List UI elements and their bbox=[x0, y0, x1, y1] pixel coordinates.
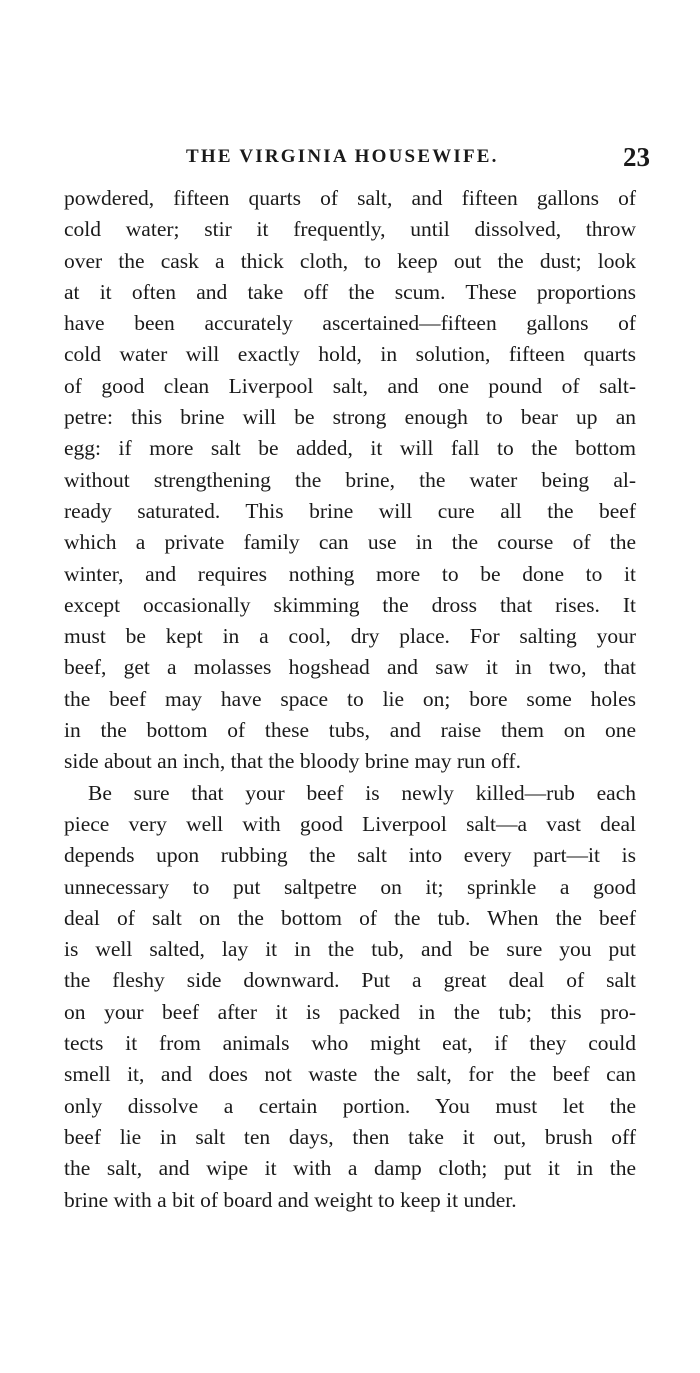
text-line: over the cask a thick cloth, to keep out the dust; look bbox=[64, 248, 636, 273]
paragraphs bbox=[64, 183, 636, 1216]
text-line: have been accurately ascertained—fifteen gallons of bbox=[64, 311, 636, 336]
text-line: beef, get a molasses hogshead and saw it in two, that bbox=[64, 655, 636, 680]
text-line: egg: if more salt be added, it will fall to the bottom bbox=[64, 436, 636, 461]
text-line: the salt, and wipe it with a damp cloth; put it in the bbox=[64, 1156, 636, 1181]
text-line: must be kept in a cool, dry place. For salting your bbox=[64, 624, 636, 649]
text-line: brine with a bit of board and weight to keep it under. bbox=[64, 1187, 517, 1212]
text-line: the beef may have space to lie on; bore some holes bbox=[64, 686, 636, 711]
text-line: at it often and take off the scum. These proportions bbox=[64, 279, 636, 304]
text-line: side about an inch, that the bloody brine may run off. bbox=[64, 749, 521, 774]
paragraph bbox=[64, 183, 636, 778]
body-text bbox=[64, 183, 636, 1216]
text-line: smell it, and does not waste the salt, for the beef can bbox=[64, 1062, 636, 1087]
text-line: tects it from animals who might eat, if they could bbox=[64, 1031, 636, 1056]
text-line: on your beef after it is packed in the tub; this pro- bbox=[64, 999, 636, 1024]
text-line: which a private family can use in the course of the bbox=[64, 530, 636, 555]
text-line: Be sure that your beef is newly killed—rub each bbox=[88, 780, 636, 805]
text-line: ready saturated. This brine will cure all the beef bbox=[64, 498, 636, 523]
text-line: unnecessary to put saltpetre on it; sprinkle a good bbox=[64, 874, 636, 899]
text-line: is well salted, lay it in the tub, and be sure you put bbox=[64, 937, 636, 962]
text-line: beef lie in salt ten days, then take it out, brush off bbox=[64, 1124, 636, 1149]
text-line: in the bottom of these tubs, and raise them on one bbox=[64, 718, 636, 743]
text-line: only dissolve a certain portion. You must let the bbox=[64, 1093, 636, 1118]
text-line: the fleshy side downward. Put a great deal of salt bbox=[64, 968, 636, 993]
text-line: depends upon rubbing the salt into every part—it is bbox=[64, 843, 636, 868]
text-line: powdered, fifteen quarts of salt, and fifteen gallons of bbox=[64, 186, 636, 210]
page-number: 23 bbox=[623, 142, 650, 172]
text-line: cold water; stir it frequently, until dissolved, throw bbox=[64, 217, 636, 242]
paragraph bbox=[64, 778, 636, 1216]
running-head: THE VIRGINIA HOUSEWIFE. bbox=[186, 146, 499, 167]
text-line: cold water will exactly hold, in solution, fifteen quarts bbox=[64, 342, 636, 367]
text-line: without strengthening the brine, the water being al- bbox=[64, 467, 636, 492]
text-line: piece very well with good Liverpool salt—a vast deal bbox=[64, 811, 636, 836]
text-line: petre: this brine will be strong enough to bear up an bbox=[64, 405, 636, 430]
text-line: of good clean Liverpool salt, and one pound of salt- bbox=[64, 373, 636, 398]
text-line: except occasionally skimming the dross that rises. It bbox=[64, 592, 636, 617]
page-header bbox=[60, 140, 650, 180]
text-line: deal of salt on the bottom of the tub. When the beef bbox=[64, 905, 636, 930]
text-line: winter, and requires nothing more to be done to it bbox=[64, 561, 636, 586]
